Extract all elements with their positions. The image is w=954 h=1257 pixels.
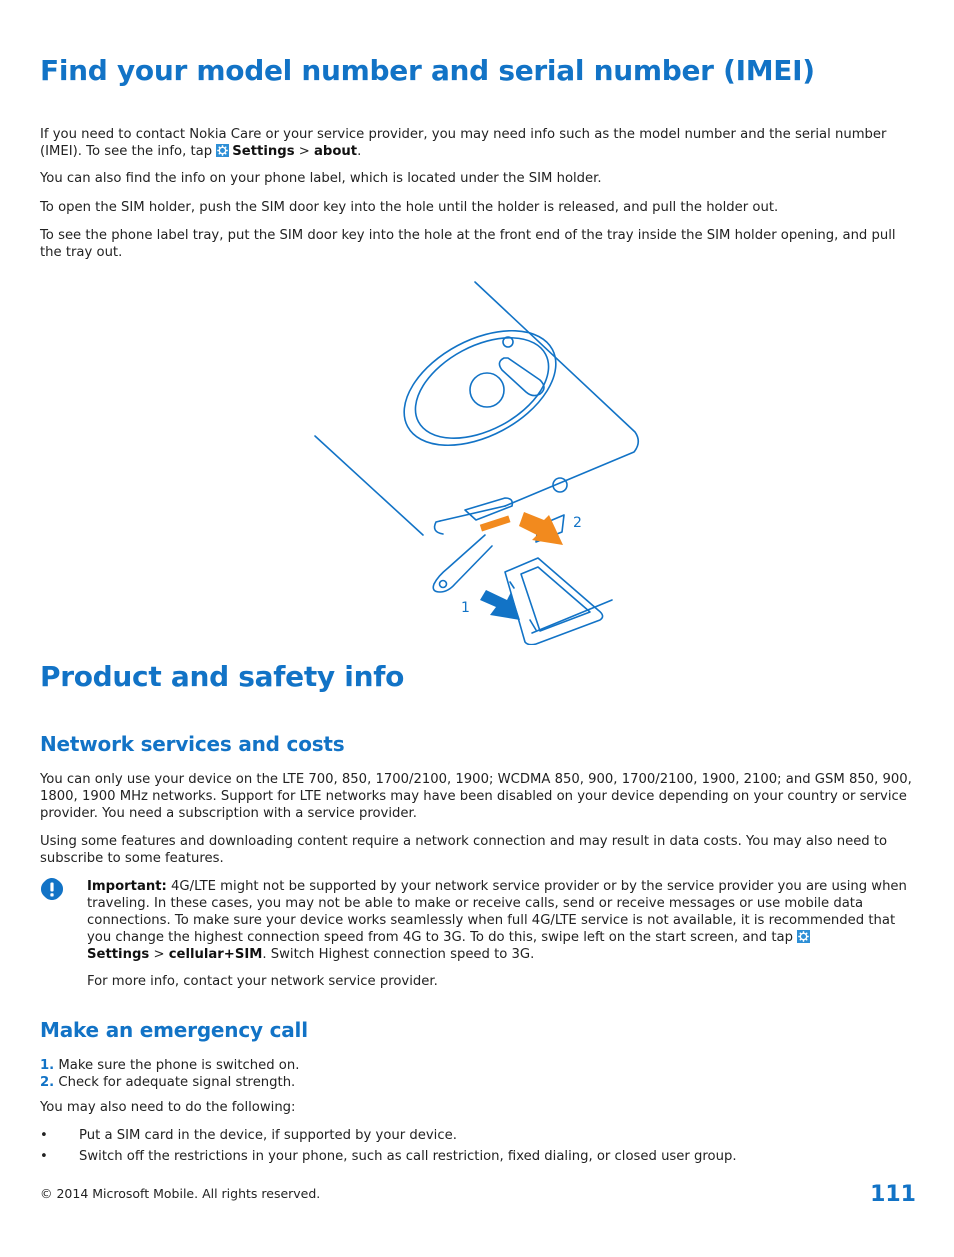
settings-gear-icon <box>797 930 810 943</box>
paragraph-contact-info: If you need to contact Nokia Care or your service provider, you may need info such as the model number and the serial number (IMEI). To see the info, tap Settings > about. <box>40 127 887 159</box>
important-note: Important: 4G/LTE might not be supported by your network service provider or by the service provider you are using when traveling. In these cases, you may not be able to make or receive calls, send or receive messages or use mobile data connections. To make sure your device works seamlessly when full 4G/LTE service is not available, it is recommended that you change the highest connection speed from 4G to 3G. To do this, swipe left on the start screen, and tap Settings > cellular+SIM. Switch Highest connection speed to 3G. <box>87 879 907 962</box>
copyright-footer: © 2014 Microsoft Mobile. All rights reserved. <box>40 1186 321 1201</box>
paragraph-also-need: You may also need to do the following: <box>40 1100 296 1115</box>
list-item-step-2: 2. Check for adequate signal strength. <box>40 1075 296 1090</box>
paragraph-data-costs: Using some features and downloading content require a network connection and may result in data costs. You may also need to subscribe to some features. <box>40 834 888 866</box>
callout-label-1: 1 <box>461 600 470 616</box>
paragraph-phone-label: You can also find the info on your phone label, which is located under the SIM holder. <box>40 171 602 186</box>
settings-gear-icon <box>216 144 229 157</box>
exclamation-icon <box>40 877 64 901</box>
paragraph-open-sim-holder: To open the SIM holder, push the SIM door key into the hole until the holder is released, and pull the holder out. <box>40 200 779 215</box>
sim-holder-illustration <box>300 270 640 645</box>
cellular-sim-link-text: cellular+SIM <box>168 947 263 962</box>
settings-link-text: Settings <box>232 144 295 159</box>
bullet-marker: • <box>40 1128 48 1143</box>
subsection-title-emergency: Make an emergency call <box>40 1018 308 1042</box>
page-number: 111 <box>870 1182 916 1207</box>
section-title-imei: Find your model number and serial number (IMEI) <box>40 54 815 87</box>
settings-link-text: Settings <box>87 947 150 962</box>
subsection-title-network: Network services and costs <box>40 732 345 756</box>
important-label: Important: <box>87 879 167 894</box>
paragraph-label-tray: To see the phone label tray, put the SIM door key into the hole at the front end of the tray inside the SIM holder opening, and pull the tray out. <box>40 228 896 260</box>
bullet-marker: • <box>40 1149 48 1164</box>
list-item-bullet: Switch off the restrictions in your phone, such as call restriction, fixed dialing, or closed user group. <box>79 1149 737 1164</box>
paragraph-more-info: For more info, contact your network service provider. <box>87 974 438 989</box>
section-title-product-safety: Product and safety info <box>40 660 405 693</box>
list-item-step-1: 1. Make sure the phone is switched on. <box>40 1058 300 1073</box>
about-link-text: about <box>313 144 358 159</box>
paragraph-networks: You can only use your device on the LTE 700, 850, 1700/2100, 1900; WCDMA 850, 900, 1700/2100, 1900, 2100; and GSM 850, 900, 1800, 1900 MHz networks. Support for LTE networks may have been disabled on your device depending on your country or service provider. You need a subscription with a service provider. <box>40 772 912 821</box>
callout-label-2: 2 <box>573 515 582 531</box>
list-item-bullet: Put a SIM card in the device, if supported by your device. <box>79 1128 457 1143</box>
